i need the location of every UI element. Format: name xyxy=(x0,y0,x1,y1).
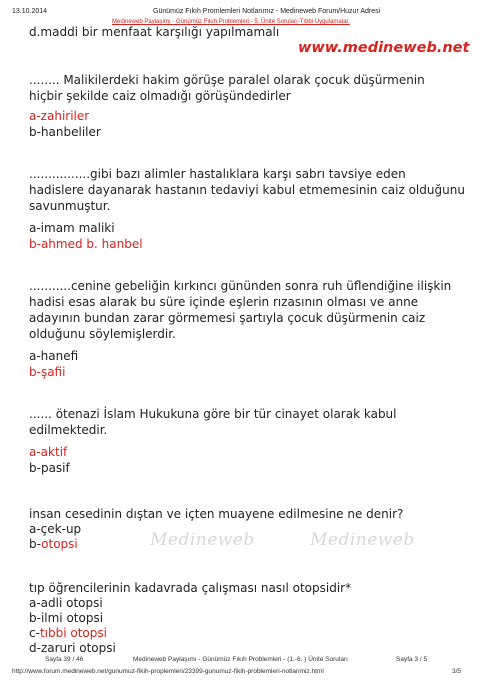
question-text: savunmuştur. xyxy=(29,199,111,213)
footer-page-left: Sayfa 39 / 46 xyxy=(45,656,84,663)
answer-option: b-ilmi otopsi xyxy=(29,611,104,625)
top-line: d.maddi bir menfaat karşılığı yapılmamalı xyxy=(29,25,280,39)
answer-option: a-imam maliki xyxy=(29,221,115,235)
answer-option: a-çek-up xyxy=(29,522,82,536)
answer-correct: b-şafii xyxy=(29,365,66,379)
question-text: hadislere dayanarak hastanın tedaviyi kabul etmemesinin caiz olduğunu xyxy=(29,183,465,197)
question-text: edilmektedir. xyxy=(29,423,108,437)
page-header-subtitle-link[interactable]: Medineweb Paylaşımı - Günümüz Fıkıh Problemleri - 5. Ünite Soruları-Tıbbi Uygulamalar. xyxy=(112,19,350,25)
watermark-left: Medineweb xyxy=(150,530,255,550)
footer-url-link[interactable]: http://www.forum.medineweb.net/gunumuz-fikih-proplemleri/23399-gunumuz-fikih-problemleri-notlarimiz.html xyxy=(12,668,324,675)
answer-correct-line xyxy=(29,536,78,552)
answer-correct-line xyxy=(29,625,107,641)
footer-page-right: Sayfa 3 / 5 xyxy=(396,656,428,663)
answer-correct: tıbbi otopsi xyxy=(39,626,107,640)
question-text: hiçbir şekilde caiz olmadığı görüşündedirler xyxy=(29,89,291,103)
question-text: ...... ötenazi İslam Hukukuna göre bir tür cinayet olarak kabul xyxy=(29,407,397,421)
watermark-right: Medineweb xyxy=(310,530,415,550)
answer-correct: b-ahmed b. hanbel xyxy=(29,237,143,251)
page-header-title: Günümüz Fıkıh Promlemleri Notlarımız - Medineweb Forum/Huzur Adresi xyxy=(153,8,381,15)
question-text: ...........cenine gebeliğin kırkıncı gününden sonra ruh üflendiğine ilişkin xyxy=(29,279,452,293)
question-text: tıp öğrencilerinin kadavrada çalışması nasıl otopsidir* xyxy=(29,581,352,595)
answer-correct: a-aktif xyxy=(29,445,68,459)
answer-option: a-hanefi xyxy=(29,349,79,363)
site-watermark-url: www.medineweb.net xyxy=(298,40,470,56)
answer-option: d-zaruri otopsi xyxy=(29,641,116,655)
question-text: ................gibi bazı alimler hastalıklara karşı sabrı tavsiye eden xyxy=(29,167,406,181)
question-text: hadisi esas alarak bu süre içinde eşlerin rızasının olması ve anne xyxy=(29,295,419,309)
answer-option: b-pasif xyxy=(29,461,70,475)
question-text: ........ Malikilerdeki hakim görüşe paralel olarak çocuk düşürmenin xyxy=(29,73,425,87)
question-text: olduğunu söylemişlerdir. xyxy=(29,327,176,341)
answer-prefix: c- xyxy=(29,626,40,640)
question-text: adayının bundan zarar görmemesi şartıyla çocuk düşürmenin caiz xyxy=(29,311,426,325)
answer-prefix: b- xyxy=(29,537,42,551)
answer-correct: a-zahiriler xyxy=(29,109,90,123)
print-date: 13.10.2014 xyxy=(12,8,48,15)
question-text: insan cesedinin dıştan ve içten muayene edilmesine ne denir? xyxy=(29,507,404,521)
footer-center-title: Medineweb Paylaşımı - Günümüz Fıkıh Problemleri - (1.-6. ) Ünite Soruları xyxy=(133,656,348,663)
footer-page-number: 3/5 xyxy=(452,668,462,675)
answer-correct: otopsi xyxy=(41,537,78,551)
answer-option: a-adli otopsi xyxy=(29,596,103,610)
answer-option: b-hanbeliler xyxy=(29,125,101,139)
